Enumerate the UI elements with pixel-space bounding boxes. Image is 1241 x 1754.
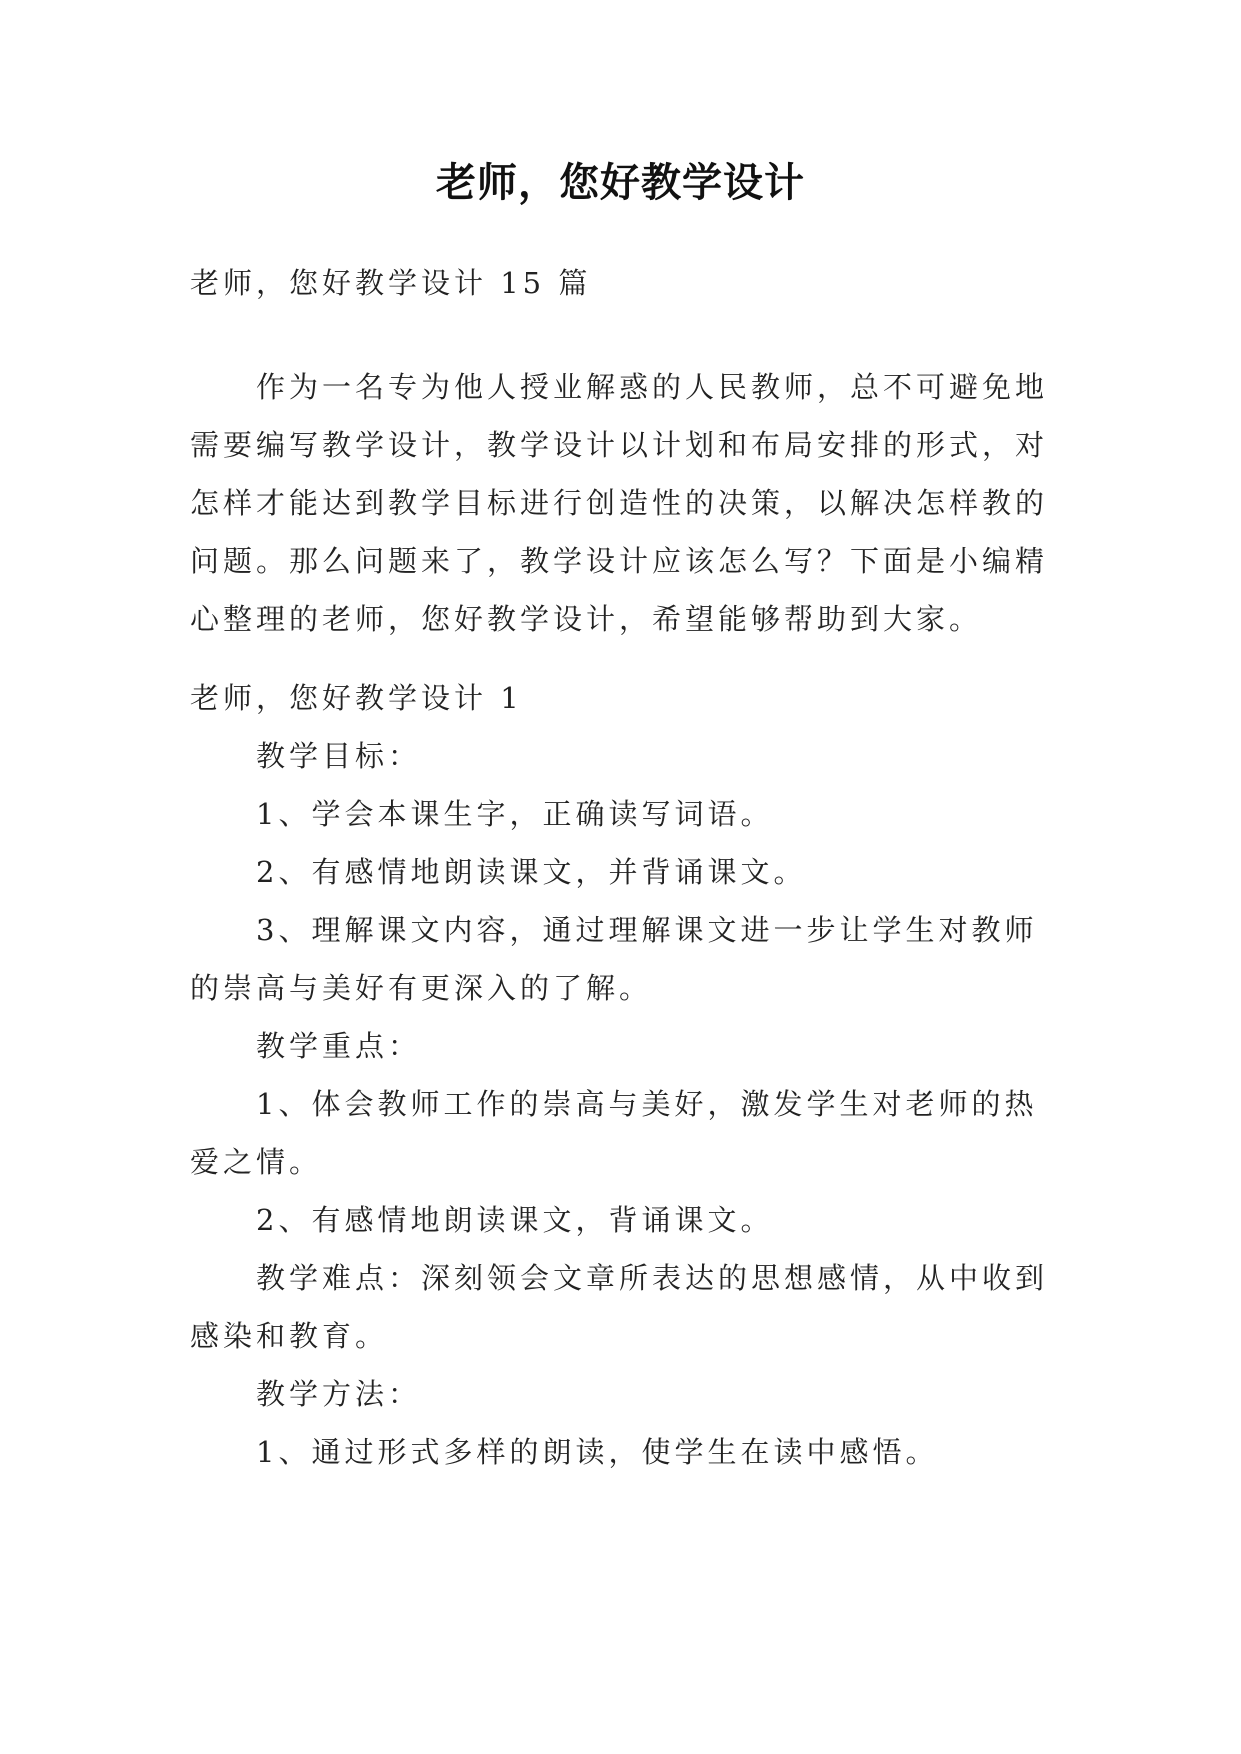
section-line: 1、通过形式多样的朗读，使学生在读中感悟。 [256, 1435, 939, 1469]
intro-paragraph [190, 358, 1052, 648]
section-line: 1、体会教师工作的崇高与美好，激发学生对老师的热 [256, 1087, 1038, 1121]
section-line: 教学重点： [256, 1029, 422, 1063]
intro-line: 需要编写教学设计，教学设计以计划和布局安排的形式，对 [190, 428, 1049, 462]
section-line: 1、学会本课生字，正确读写词语。 [256, 797, 774, 831]
section-line: 2、有感情地朗读课文，背诵课文。 [256, 1203, 774, 1237]
section-line: 感染和教育。 [190, 1319, 389, 1353]
intro-line: 心整理的老师，您好教学设计，希望能够帮助到大家。 [190, 602, 983, 636]
intro-line: 怎样才能达到教学目标进行创造性的决策，以解决怎样教的 [190, 486, 1049, 520]
section-heading: 老师，您好教学设计 1 [190, 681, 523, 715]
document-subtitle [190, 254, 1052, 312]
section-line: 教学目标： [256, 739, 422, 773]
section-line: 3、理解课文内容，通过理解课文进一步让学生对教师 [256, 913, 1038, 947]
intro-line: 问题。那么问题来了，教学设计应该怎么写？下面是小编精 [190, 544, 1049, 578]
section-line: 的崇高与美好有更深入的了解。 [190, 971, 653, 1005]
document-title: 老师，您好教学设计 [436, 160, 805, 206]
section-1 [190, 669, 1052, 1481]
subtitle-text: 老师，您好教学设计 15 篇 [190, 266, 592, 300]
section-line: 2、有感情地朗读课文，并背诵课文。 [256, 855, 807, 889]
section-line: 教学难点：深刻领会文章所表达的思想感情，从中收到 [256, 1261, 1049, 1295]
intro-line: 作为一名专为他人授业解惑的人民教师，总不可避免地 [256, 370, 1049, 404]
section-line: 爱之情。 [190, 1145, 323, 1179]
section-line: 教学方法： [256, 1377, 422, 1411]
